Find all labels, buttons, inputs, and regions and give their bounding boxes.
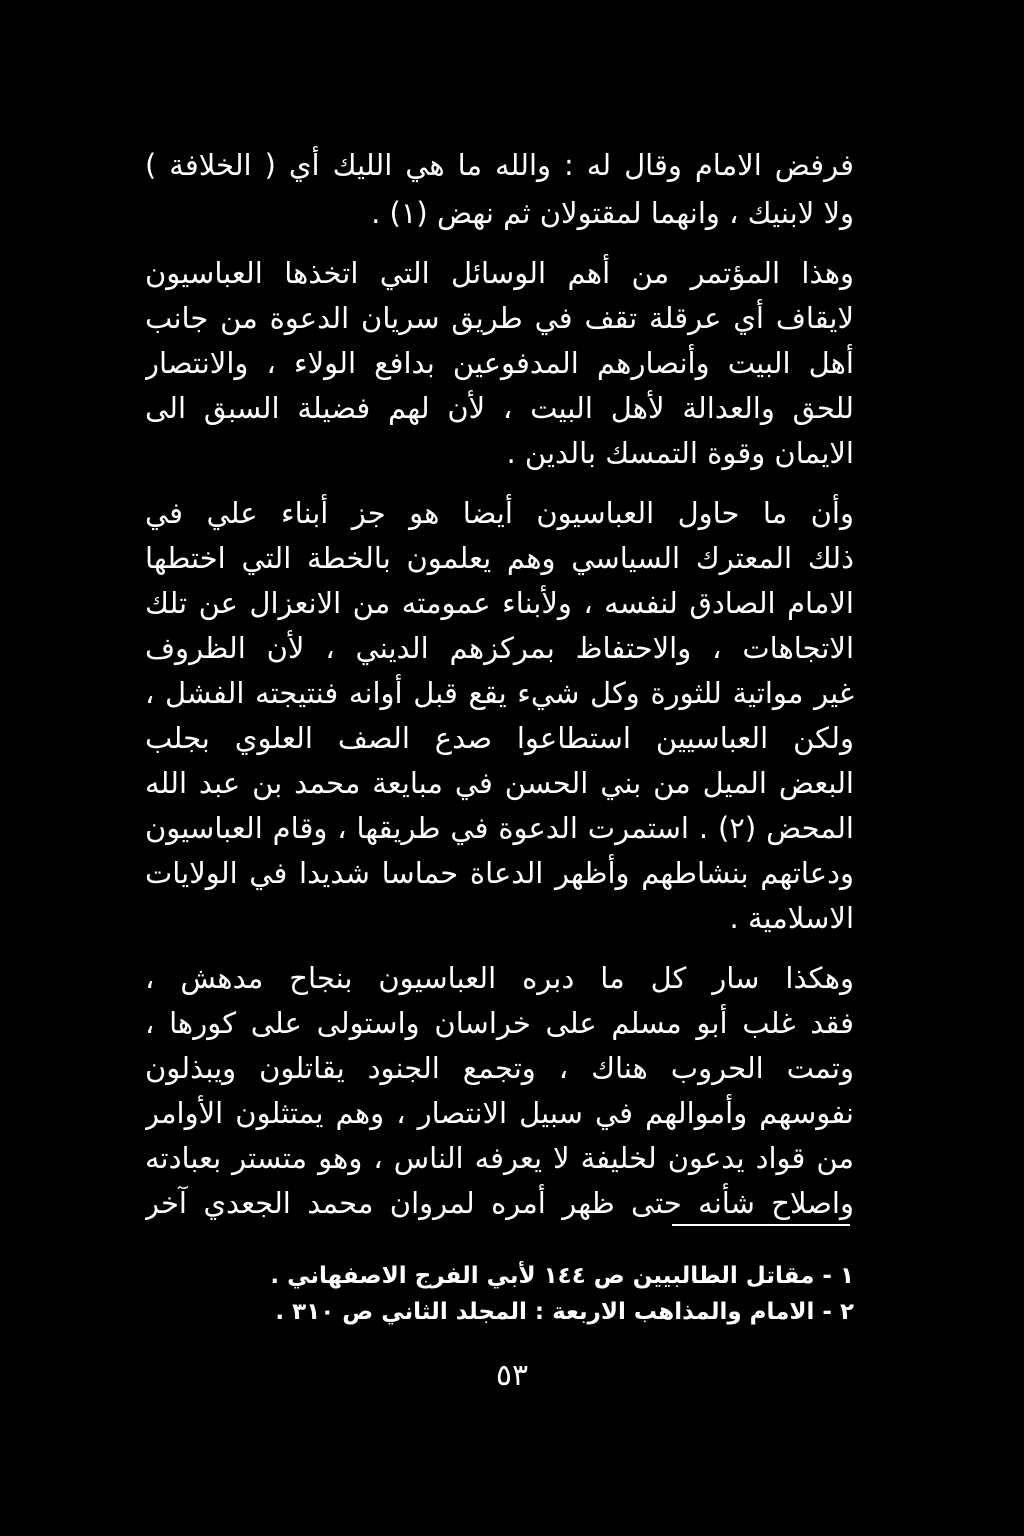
text-line: للحق والعدالة لأهل البيت ، لأن لهم فضيلة السبق الى [145,391,854,425]
text-line: نفوسهم وأموالهم في سبيل الانتصار ، وهم يمتثلون الأوامر [145,1096,854,1130]
text-line: الاتجاهات ، والاحتفاظ بمركزهم الديني ، لأن الظروف [145,631,854,665]
text-line: فقد غلب أبو مسلم على خراسان واستولى على كورها ، [145,1006,854,1040]
footnote-divider [672,1224,850,1226]
footnote-2: ٢ - الامام والمذاهب الاربعة : المجلد الثاني ص ٣١٠ . [275,1299,854,1325]
text-line: المحض (٢) . استمرت الدعوة في طريقها ، وقام العباسيون [145,811,854,845]
text-line: ولكن العباسيين استطاعوا صدع الصف العلوي بجلب [145,721,854,755]
text-line: البعض الميل من بني الحسن في مبايعة محمد بن عبد الله [145,766,854,800]
text-line: الامام الصادق لنفسه ، ولأبناء عمومته من الانعزال عن تلك [145,586,854,620]
text-line: وأن ما حاول العباسيون أيضا هو جز أبناء علي في [145,496,854,530]
footnote-1: ١ - مقاتل الطالبيين ص ١٤٤ لأبي الفرج الاصفهاني . [270,1263,854,1289]
text-line: ودعاتهم بنشاطهم وأظهر الدعاة حماسا شديدا في الولايات [145,856,854,890]
text-line: وهكذا سار كل ما دبره العباسيون بنجاح مدهش ، [145,961,854,995]
text-line: غير مواتية للثورة وكل شيء يقع قبل أوانه فنتيجته الفشل ، [145,676,854,710]
text-line: فرفض الامام وقال له : والله ما هي الليك أي ( الخلافة ) [145,148,854,182]
text-line: لايقاف أي عرقلة تقف في طريق سريان الدعوة من جانب [145,301,854,335]
text-line: الايمان وقوة التمسك بالدين . [506,436,854,470]
text-line: الاسلامية . [729,901,854,935]
text-line: وهذا المؤتمر من أهم الوسائل التي اتخذها العباسيون [145,256,854,290]
text-line: ذلك المعترك السياسي وهم يعلمون بالخطة التي اختطها [145,541,854,575]
text-line: وتمت الحروب هناك ، وتجمع الجنود يقاتلون ويبذلون [145,1051,854,1085]
page-number: ٥٣ [495,1358,529,1393]
text-line: من قواد يدعون لخليفة لا يعرفه الناس ، وهو متستر بعبادته [145,1141,854,1175]
text-line: ولا لابنيك ، وانهما لمقتولان ثم نهض (١) . [371,196,854,230]
text-line: واصلاح شأنه حتى ظهر أمره لمروان محمد الجعدي آخر [145,1186,854,1220]
text-line: أهل البيت وأنصارهم المدفوعين بدافع الولاء ، والانتصار [145,346,854,380]
